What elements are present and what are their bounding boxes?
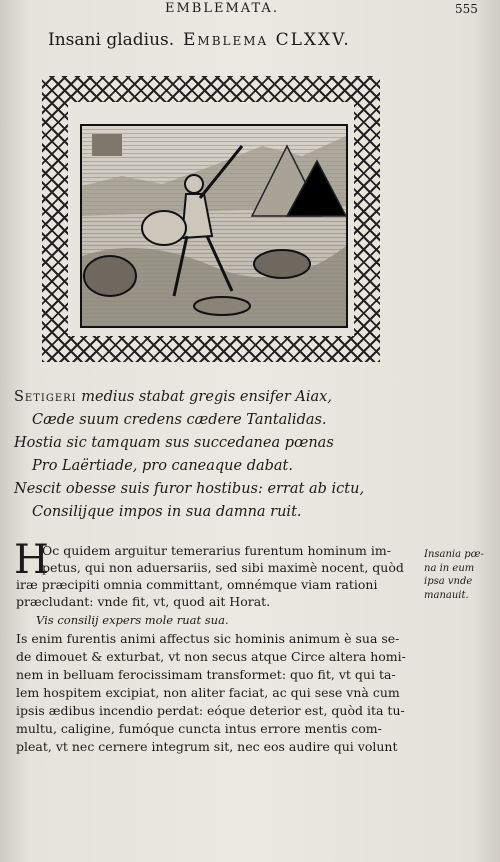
marginal-note <box>424 548 494 602</box>
verse-text: Nescit obesse suis furor hostibus: errat ab ictu, <box>14 481 365 497</box>
woodcut-scene <box>82 126 346 326</box>
verse-line <box>14 386 332 409</box>
commentary-line: pleat, vt nec cernere integrum sit, nec eos audire qui volunt <box>16 739 398 754</box>
ruined-tower-shape <box>92 134 122 156</box>
boar-figure-right <box>254 250 310 278</box>
commentary-line: ipsis ædibus incendio perdat: eóque deterior est, quòd ita tu- <box>16 703 405 718</box>
verse-line <box>14 432 334 455</box>
margin-note-line: ipsa vnde <box>424 576 473 587</box>
commentary-line: Is enim furentis animi affectus sic hominis animum è sua se- <box>16 631 400 646</box>
verse-line <box>32 409 327 432</box>
woodcut-illustration <box>80 124 348 328</box>
fallen-boar-figure <box>194 297 250 315</box>
commentary-line: nem in belluam ferocissimam transformet: quo fit, vt qui ta- <box>16 667 396 682</box>
emblem-heading <box>48 30 468 54</box>
verse-text: Hostia sic tamquam sus succedanea pœnas <box>14 435 334 451</box>
commentary-line: Oc quidem arguitur temerarius furentum hominum im- <box>42 543 391 558</box>
margin-note-line: na in eum <box>424 562 475 574</box>
emblem-motto: Insani gladius. <box>48 30 175 50</box>
commentary-line: lem hospitem excipiat, non aliter faciat, ac qui sese vnà cum <box>16 685 400 700</box>
running-title: EMBLEMATA. <box>165 1 279 16</box>
commentary-line: multu, caligine, fumóque cuncta intus errore mentis com- <box>16 721 382 736</box>
emblem-label: Emblema CLXXV. <box>183 30 351 50</box>
margin-note-line: Insania pœ- <box>424 549 484 560</box>
horace-quotation: Vis consilij expers mole ruat sua. <box>36 613 229 627</box>
verse-line <box>14 478 364 501</box>
boar-figure-left <box>84 256 136 296</box>
commentary-line: de dimouet & exturbat, vt non secus atque Circe altera homi- <box>16 649 406 664</box>
verse-text: Consilijque impos in sua damna ruit. <box>32 504 302 520</box>
margin-note-line: manauit. <box>424 589 469 601</box>
commentary-line: præcludant: vnde fit, vt, quod ait Horat. <box>16 594 271 609</box>
drop-capital: H <box>14 537 49 583</box>
verse-text: Pro Laërtiade, pro caneaque dabat. <box>32 458 293 474</box>
verse-lead-word: Setigeri <box>14 389 77 405</box>
verse-text: Cæde suum credens cædere Tantalidas. <box>32 412 327 428</box>
page-number: 555 <box>455 2 478 16</box>
commentary-line: iræ præcipiti omnia committant, omnémque viam rationi <box>16 577 378 592</box>
verse-text: medius stabat gregis ensifer Aiax, <box>76 389 332 405</box>
verse-line <box>32 501 302 524</box>
running-head <box>0 0 500 18</box>
commentary-line: petus, qui non aduersariis, sed sibi maximè nocent, quòd <box>42 560 404 575</box>
verse-line <box>32 455 293 478</box>
